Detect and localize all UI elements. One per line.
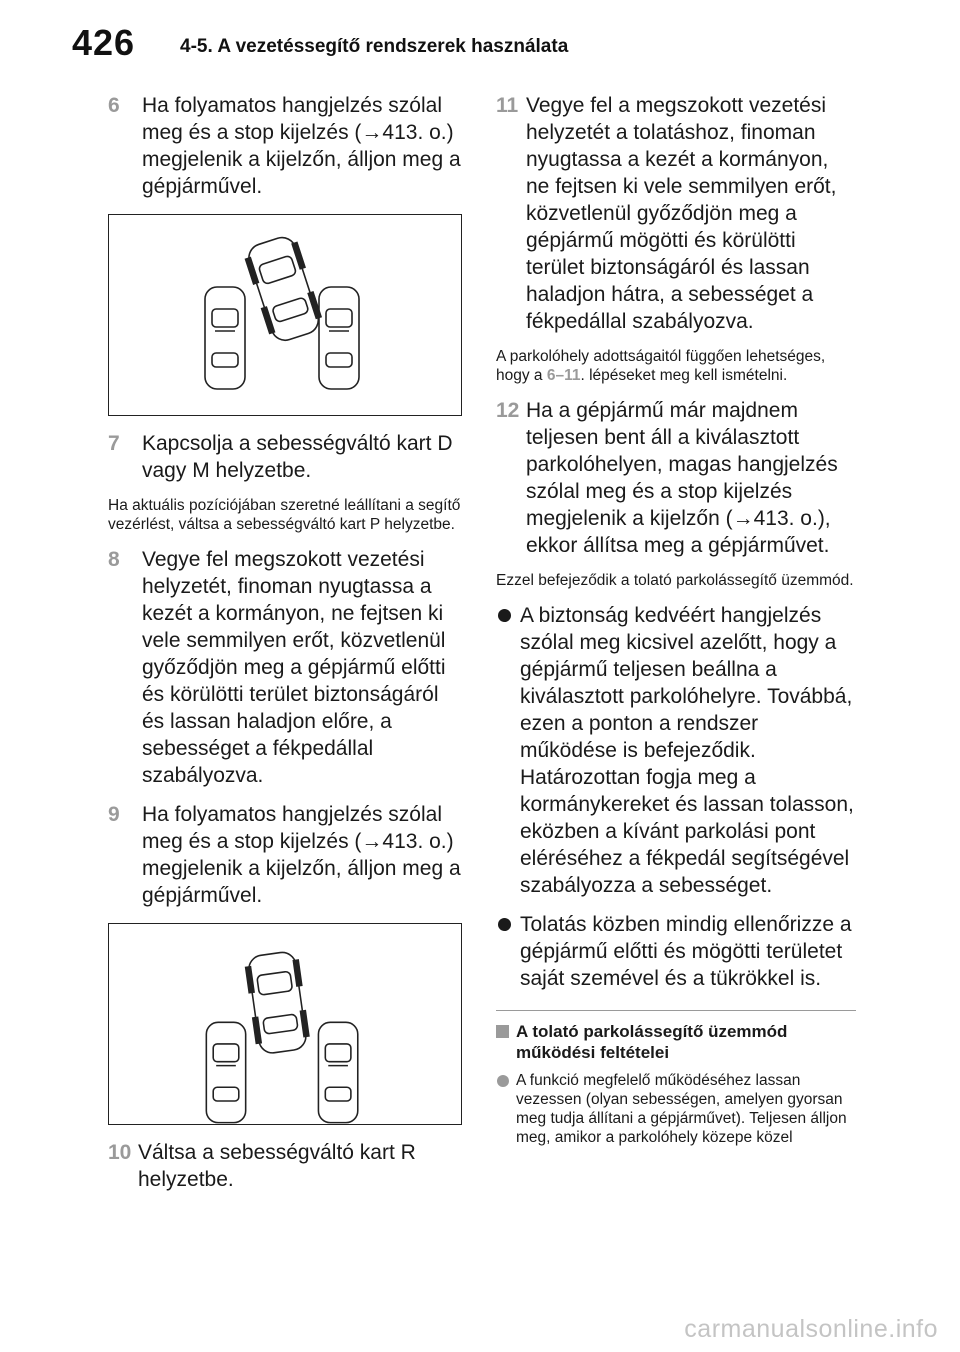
parked-car-left [205, 287, 245, 389]
step-text: Ha folyamatos hangjelzés szólal meg és a stop kijelzés (→413. o.) megjelenik a kijelzőn, álljon meg a gépjárművel. [142, 94, 461, 198]
bullet-dot-icon [498, 609, 511, 622]
step-7 [108, 430, 464, 484]
note-text-start: A parkolóhely adottságaitól függően lehetséges, hogy a [496, 348, 826, 384]
watermark: carmanualsonline.info [684, 1315, 938, 1343]
parked-car-right [318, 1022, 357, 1122]
step-number: 9 [108, 803, 120, 826]
step-11-note [496, 347, 856, 385]
parking-diagram-icon [109, 215, 461, 415]
step-7-note: Ha aktuális pozíciójában szeretné leállítani a segítő vezérlést, váltsa a sebességváltó kart P helyzetbe. [108, 497, 461, 533]
step-number: 10 [108, 1141, 132, 1164]
square-bullet-icon [496, 1025, 509, 1038]
parking-diagram-icon [109, 924, 461, 1160]
step-12 [496, 397, 856, 559]
step-text: Vegye fel a megszokott vezetési helyzetét a tolatáshoz, finoman nyugtassa a kezét a kormányon, ne fejtsen ki vele semmilyen erőt, közvetlenül győződjön meg a gépjármű mögötti és körülötti terület biztonságáról és lassan haladjon hátra, a sebességet a fékpedállal szabályozva. [526, 94, 837, 333]
maneuvering-car [244, 950, 310, 1055]
bullet-text: A biztonság kedvéért hangjelzés szólal meg kicsivel azelőtt, hogy a gépjármű teljesen beállna a kiválasztott parkolóhelyre. Továbbá, ezen a ponton a rendszer működése is befejeződik. Határozottan fogja meg a kormánykereket és lassan tolasson, eközben a kívánt parkolási pont eléréséhez a fékpedál segítségével szabályozza a sebességet. [520, 604, 854, 897]
subsection-heading-text: A tolató parkolássegítő üzemmód működési feltételei [516, 1022, 788, 1062]
section-title: 4-5. A vezetéssegítő rendszerek használata [180, 36, 569, 57]
bullet-item [496, 602, 856, 899]
step-text: Kapcsolja a sebességváltó kart D vagy M helyzetbe. [142, 432, 453, 482]
parking-illustration-2 [108, 923, 462, 1125]
subsection-heading [496, 1021, 856, 1063]
step-number: 8 [108, 548, 120, 571]
bullet-dot-icon [497, 1075, 509, 1087]
condition-text: A funkció megfelelő működéséhez lassan vezessen (olyan sebességen, amelyen gyorsan meg tudja állítani a gépjárművet). Teljesen álljon meg, amikor a parkolóhely közepe közel [516, 1072, 847, 1146]
condition-item [496, 1071, 856, 1147]
parking-illustration-1 [108, 214, 462, 416]
page-number: 426 [72, 22, 136, 63]
section-divider [496, 1010, 856, 1011]
maneuvering-car [242, 233, 324, 345]
step-9 [108, 801, 464, 909]
step-text: Ha folyamatos hangjelzés szólal meg és a stop kijelzés (→413. o.) megjelenik a kijelzőn, álljon meg a gépjárművel. [142, 803, 461, 907]
page-header [0, 0, 960, 80]
parked-car-right [319, 287, 359, 389]
step-11 [496, 92, 856, 335]
step-text: Ha a gépjármű már majdnem teljesen bent áll a kiválasztott parkolóhelyen, magas hangjelzés szólal meg és a stop kijelzés megjelenik a kijelzőn (→413. o.), ekkor állítsa meg a gépjárművet. [526, 399, 838, 557]
step-number: 12 [496, 399, 520, 422]
step-8 [108, 546, 464, 789]
step-number: 11 [496, 94, 519, 117]
note-text-end: . lépéseket meg kell ismételni. [580, 367, 788, 384]
step-6 [108, 92, 464, 200]
right-column [496, 92, 856, 1147]
step-text: Váltsa a sebességváltó kart R helyzetbe. [138, 1141, 416, 1191]
step-text: Vegye fel megszokott vezetési helyzetét, finoman nyugtassa a kezét a kormányon, ne fejtsen ki vele semmilyen erőt, közvetlenül győződjön meg a gépjármű előtti és körülötti terület biztonságáról és lassan haladjon előre, a sebességet a fékpedállal szabályozva. [142, 548, 446, 787]
bullet-text: Tolatás közben mindig ellenőrizze a gépjármű előtti és mögötti területet saját szemével és a tükrökkel is. [520, 913, 852, 990]
step-range-ref: 6–11 [546, 367, 581, 384]
parked-car-left [206, 1022, 245, 1122]
bullet-dot-icon [498, 918, 511, 931]
step-10 [108, 1139, 464, 1193]
step-number: 7 [108, 432, 120, 455]
left-column [108, 92, 464, 1205]
bullet-item [496, 911, 856, 992]
step-number: 6 [108, 94, 120, 117]
step-12-note: Ezzel befejeződik a tolató parkolássegítő üzemmód. [496, 572, 854, 589]
